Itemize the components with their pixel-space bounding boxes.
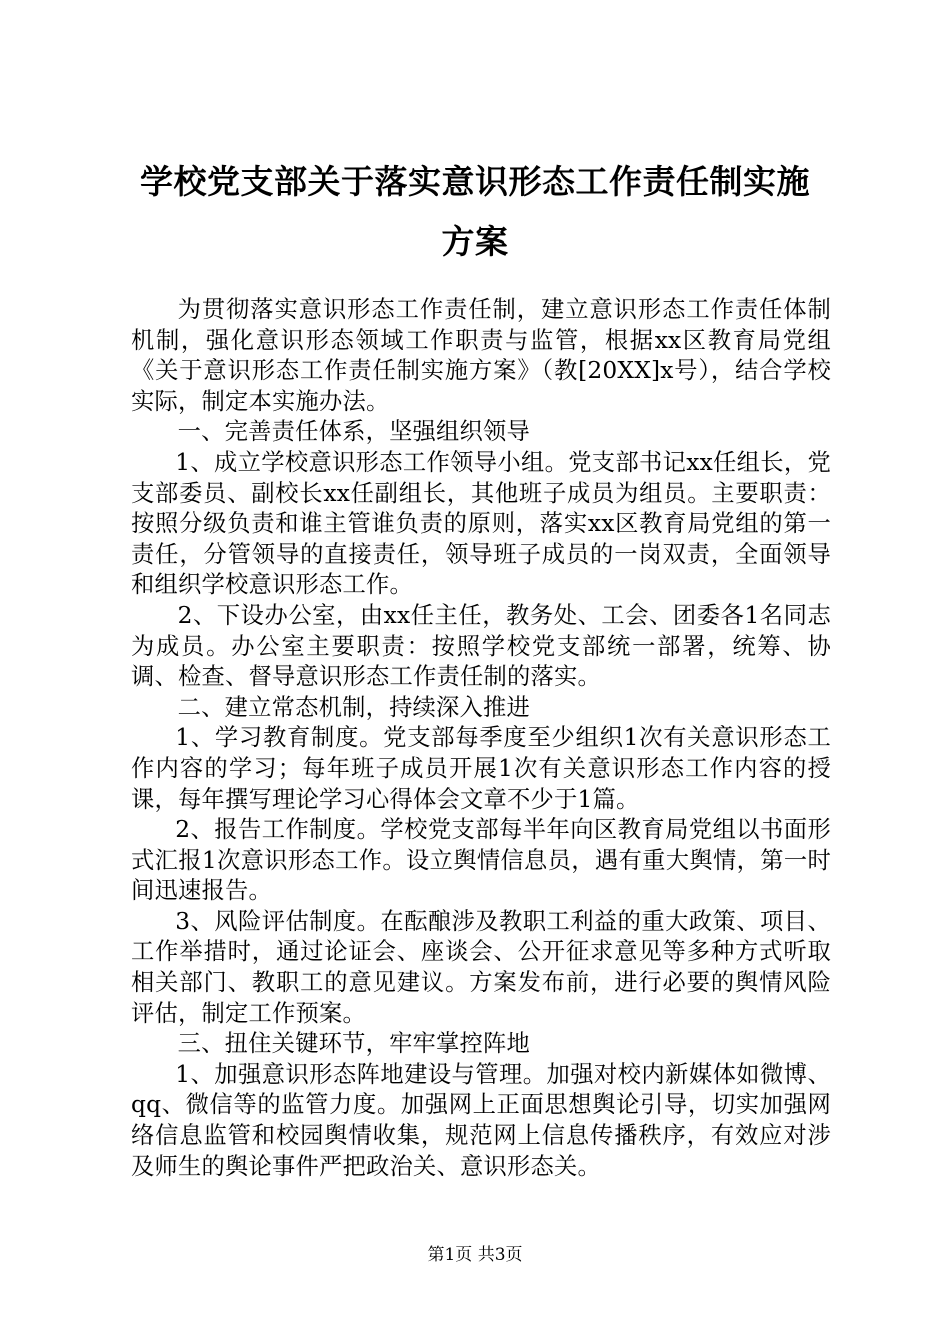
section-heading-3: 三、扭住关键环节，牢牢掌控阵地 [177, 1030, 531, 1058]
document-title-line2: 方案 [441, 222, 509, 261]
paragraph-2-2: 2、报告工作制度。学校党支部每半年向区教育局党组以书面形式汇报1次意识形态工作。设立舆情信息员，遇有重大舆情，第一时间迅速报告。 [131, 816, 831, 905]
paragraph-2-1: 1、学习教育制度。党支部每季度至少组织1次有关意识形态工作内容的学习；每年班子成员开展1次有关意识形态工作内容的授课，每年撰写理论学习心得体会文章不少于1篇。 [131, 724, 831, 813]
paragraph-intro: 为贯彻落实意识形态工作责任制，建立意识形态工作责任体制机制，强化意识形态领域工作职责与监管，根据xx区教育局党组《关于意识形态工作责任制实施方案》（教[20XX]x号），结合学校实际，制定本实施办法。 [131, 296, 831, 415]
paragraph-2-3: 3、风险评估制度。在酝酿涉及教职工利益的重大政策、项目、工作举措时，通过论证会、座谈会、公开征求意见等多种方式听取相关部门、教职工的意见建议。方案发布前，进行必要的舆情风险评估，制定工作预案。 [131, 907, 831, 1027]
paragraph-1-2: 2、下设办公室，由xx任主任，教务处、工会、团委各1名同志为成员。办公室主要职责：按照学校党支部统一部署，统筹、协调、检查、督导意识形态工作责任制的落实。 [131, 601, 831, 691]
document-body [131, 295, 831, 1182]
paragraph-3-1: 1、加强意识形态阵地建设与管理。加强对校内新媒体如微博、qq、微信等的监管力度。加强网上正面思想舆论引导，切实加强网络信息监管和校园舆情收集，规范网上信息传播秩序，有效应对涉及师生的舆论事件严把政治关、意识形态关。 [131, 1060, 831, 1180]
page-number-footer: 第1页 共3页 [427, 1245, 523, 1265]
section-heading-2: 二、建立常态机制，持续深入推进 [177, 693, 531, 721]
section-heading-1: 一、完善责任体系，坚强组织领导 [177, 418, 531, 446]
document-title-line1: 学校党支部关于落实意识形态工作责任制实施 [140, 162, 810, 201]
paragraph-1-1: 1、成立学校意识形态工作领导小组。党支部书记xx任组长，党支部委员、副校长xx任副组长，其他班子成员为组员。主要职责：按照分级负责和谁主管谁负责的原则，落实xx区教育局党组的第一责任，分管领导的直接责任，领导班子成员的一岗双责，全面领导和组织学校意识形态工作。 [131, 448, 831, 599]
